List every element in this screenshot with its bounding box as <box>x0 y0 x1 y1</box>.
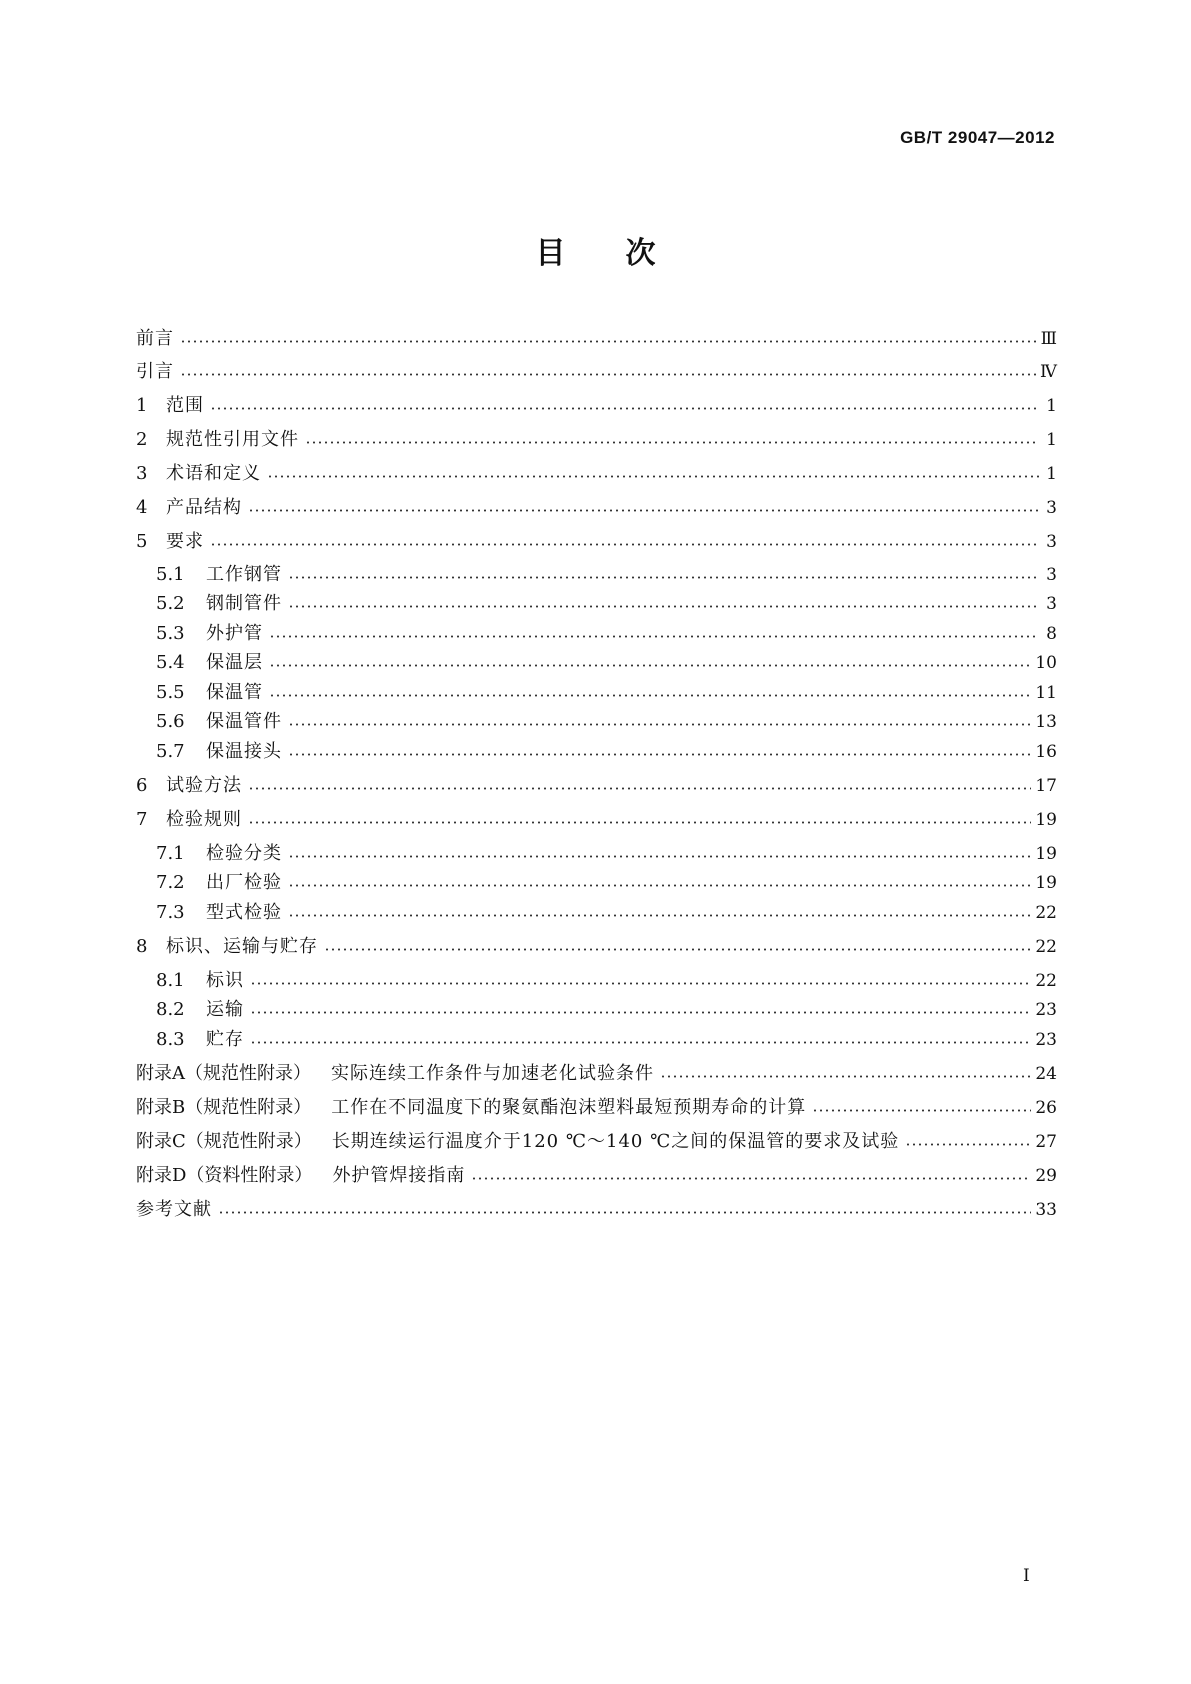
toc-entry-number: 2 <box>136 429 148 450</box>
toc-entry-title: 实际连续工作条件与加速老化试验条件 <box>331 1063 654 1084</box>
toc-entry-title: 长期连续运行温度介于120 ℃～140 ℃之间的保温管的要求及试验 <box>331 1131 900 1152</box>
toc-entry-page: 26 <box>1035 1098 1057 1118</box>
toc-entry-section-3[interactable] <box>136 460 1057 488</box>
toc-entry-title: 工作钢管 <box>206 564 282 585</box>
toc-entry-page: 22 <box>1035 903 1057 923</box>
toc-entry-title: 外护管 <box>206 623 263 644</box>
toc-entry-title: 出厂检验 <box>206 872 282 893</box>
toc-entry-section-5-2[interactable] <box>156 590 1057 618</box>
toc-entry-number: 7.2 <box>156 872 185 893</box>
toc-entry-page: 22 <box>1035 971 1057 991</box>
toc-entry-page: Ⅲ <box>1040 329 1057 349</box>
toc-entry-number: 8.2 <box>156 999 185 1020</box>
dot-leader <box>267 474 1039 478</box>
toc-entry-title: 范围 <box>166 395 204 416</box>
dot-leader <box>250 981 1031 985</box>
toc-entry-section-5-3[interactable] <box>156 620 1057 648</box>
toc-entry-page: 11 <box>1035 683 1057 703</box>
toc-entry-number: 8 <box>136 936 148 957</box>
dot-leader <box>269 663 1031 667</box>
toc-entry-section-5-4[interactable] <box>156 649 1057 677</box>
dot-leader <box>250 1010 1031 1014</box>
toc-entry-title: 贮存 <box>206 1029 244 1050</box>
toc-entry-number: 5.7 <box>156 741 185 762</box>
dot-leader <box>248 786 1031 790</box>
toc-entry-title: 型式检验 <box>206 902 282 923</box>
toc-entry-page: 19 <box>1035 810 1057 830</box>
toc-entry-section-5-6[interactable] <box>156 708 1057 736</box>
toc-entry-page: 24 <box>1035 1064 1057 1084</box>
toc-entry-section-8-2[interactable] <box>156 996 1057 1024</box>
toc-entry-page: 19 <box>1035 844 1057 864</box>
toc-entry-section-1[interactable] <box>136 392 1057 420</box>
toc-entry-page: 8 <box>1046 624 1057 644</box>
dot-leader <box>288 883 1031 887</box>
toc-entry-number: 7 <box>136 809 148 830</box>
toc-entry-section-5[interactable] <box>136 528 1057 556</box>
toc-entry-number: 8.1 <box>156 970 185 991</box>
toc-entry-page: 3 <box>1046 498 1057 518</box>
toc-entry-title: 前言 <box>136 328 174 349</box>
toc-entry-section-7-3[interactable] <box>156 899 1057 927</box>
toc-entry-section-5-1[interactable] <box>156 561 1057 589</box>
dot-leader <box>248 508 1039 512</box>
toc-entry-number: 附录B（规范性附录） <box>136 1097 312 1118</box>
toc-entry-section-8-3[interactable] <box>156 1026 1057 1054</box>
toc-entry-title: 保温管件 <box>206 711 282 732</box>
toc-entry-page: 3 <box>1046 565 1057 585</box>
toc-entry-section-7-2[interactable] <box>156 869 1057 897</box>
toc-entry-title: 术语和定义 <box>166 463 261 484</box>
dot-leader <box>288 752 1031 756</box>
toc-entry-section-8-1[interactable] <box>156 967 1057 995</box>
dot-leader <box>218 1210 1031 1214</box>
dot-leader <box>269 634 1039 638</box>
toc-entry-title: 标识、运输与贮存 <box>166 936 318 957</box>
toc-entry-number: 5.5 <box>156 682 185 703</box>
toc-entry-number: 附录A（规范性附录） <box>136 1063 311 1084</box>
toc-entry-number: 5.2 <box>156 593 185 614</box>
toc-entry-title: 工作在不同温度下的聚氨酯泡沫塑料最短预期寿命的计算 <box>331 1097 807 1118</box>
toc-entry-page: 33 <box>1035 1200 1057 1220</box>
toc-entry-introduction[interactable] <box>136 358 1057 386</box>
toc-entry-annex-a[interactable] <box>136 1060 1057 1088</box>
toc-entry-page: 3 <box>1046 532 1057 552</box>
toc-entry-number: 1 <box>136 395 148 416</box>
toc-entry-title: 标识 <box>206 970 244 991</box>
toc-entry-page: 23 <box>1035 1030 1057 1050</box>
toc-entry-page: 16 <box>1035 742 1057 762</box>
dot-leader <box>210 406 1039 410</box>
toc-entry-number: 附录D（资料性附录） <box>136 1165 313 1186</box>
toc-entry-number: 7.3 <box>156 902 185 923</box>
toc-entry-page: 27 <box>1035 1132 1057 1152</box>
toc-entry-number: 5.3 <box>156 623 185 644</box>
toc-entry-number: 8.3 <box>156 1029 185 1050</box>
toc-entry-number: 3 <box>136 463 148 484</box>
toc-entry-annex-d[interactable] <box>136 1162 1057 1190</box>
toc-entry-page: 13 <box>1035 712 1057 732</box>
toc-entry-section-6[interactable] <box>136 772 1057 800</box>
toc-entry-title: 保温接头 <box>206 741 282 762</box>
toc-entry-number: 5 <box>136 531 148 552</box>
toc-entry-section-5-5[interactable] <box>156 679 1057 707</box>
toc-entry-annex-b[interactable] <box>136 1094 1057 1122</box>
toc-entry-page: 29 <box>1035 1166 1057 1186</box>
dot-leader <box>180 372 1036 376</box>
toc-entry-title: 检验分类 <box>206 843 282 864</box>
toc-entry-page: 17 <box>1035 776 1057 796</box>
toc-entry-title: 引言 <box>136 361 174 382</box>
toc-entry-title: 试验方法 <box>166 775 242 796</box>
toc-entry-title: 保温管 <box>206 682 263 703</box>
toc-entry-number: 4 <box>136 497 148 518</box>
toc-entry-number: 5.6 <box>156 711 185 732</box>
dot-leader <box>250 1040 1031 1044</box>
dot-leader <box>180 339 1037 343</box>
toc-entry-title: 要求 <box>166 531 204 552</box>
page-number: I <box>1023 1566 1030 1586</box>
dot-leader <box>288 854 1031 858</box>
toc-entry-number: 5.4 <box>156 652 185 673</box>
toc-entry-page: 23 <box>1035 1000 1057 1020</box>
dot-leader <box>812 1108 1031 1112</box>
toc-entry-page: 1 <box>1046 396 1057 416</box>
toc-entry-section-5-7[interactable] <box>156 738 1057 766</box>
toc-entry-section-2[interactable] <box>136 426 1057 454</box>
dot-leader <box>210 542 1039 546</box>
toc-entry-title: 钢制管件 <box>206 593 282 614</box>
toc-entry-page: 3 <box>1046 594 1057 614</box>
dot-leader <box>288 604 1039 608</box>
standard-number: GB/T 29047—2012 <box>900 128 1055 147</box>
toc-entry-title: 检验规则 <box>166 809 242 830</box>
dot-leader <box>288 913 1031 917</box>
toc-entry-page: 1 <box>1046 464 1057 484</box>
toc-entry-annex-c[interactable] <box>136 1128 1057 1156</box>
toc-entry-foreword[interactable] <box>136 325 1057 353</box>
page-title: 目次 <box>535 236 716 271</box>
toc-entry-title: 外护管焊接指南 <box>332 1165 466 1186</box>
toc-entry-page: Ⅳ <box>1040 362 1057 382</box>
dot-leader <box>905 1142 1031 1146</box>
dot-leader <box>269 693 1031 697</box>
toc-entry-section-8[interactable] <box>136 933 1057 961</box>
toc-entry-number: 7.1 <box>156 843 185 864</box>
toc-entry-title: 规范性引用文件 <box>166 429 299 450</box>
toc-entry-number: 附录C（规范性附录） <box>136 1131 312 1152</box>
dot-leader <box>288 722 1031 726</box>
toc-entry-number: 6 <box>136 775 148 796</box>
toc-entry-page: 10 <box>1035 653 1057 673</box>
toc-entry-title: 保温层 <box>206 652 263 673</box>
toc-entry-section-4[interactable] <box>136 494 1057 522</box>
toc-entry-section-7-1[interactable] <box>156 840 1057 868</box>
toc-entry-number: 5.1 <box>156 564 185 585</box>
dot-leader <box>248 820 1031 824</box>
toc-entry-section-7[interactable] <box>136 806 1057 834</box>
toc-entry-title: 运输 <box>206 999 244 1020</box>
dot-leader <box>288 575 1039 579</box>
dot-leader <box>324 947 1031 951</box>
dot-leader <box>305 440 1039 444</box>
toc-entry-title: 产品结构 <box>166 497 242 518</box>
toc-entry-page: 1 <box>1046 430 1057 450</box>
toc-entry-page: 22 <box>1035 937 1057 957</box>
dot-leader <box>660 1074 1031 1078</box>
toc-entry-bibliography[interactable] <box>136 1196 1057 1224</box>
toc-entry-title: 参考文献 <box>136 1199 212 1220</box>
toc-entry-page: 19 <box>1035 873 1057 893</box>
dot-leader <box>471 1176 1031 1180</box>
